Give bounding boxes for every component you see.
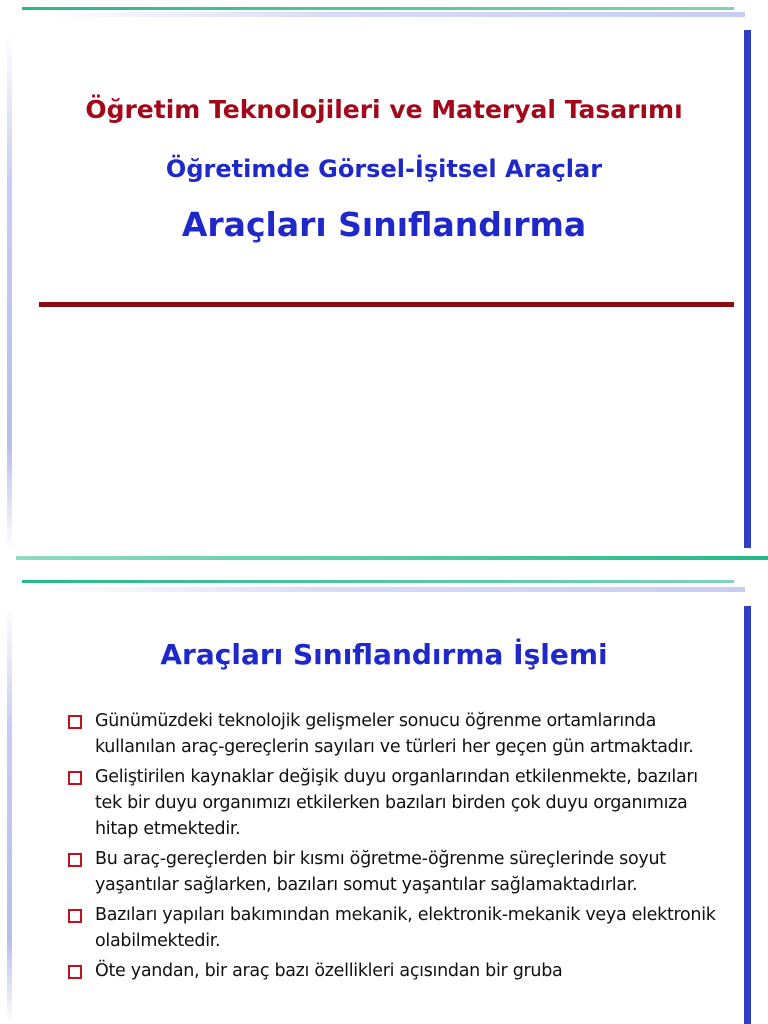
hollow-square-bullet-icon [68, 853, 82, 867]
bullet-item [68, 764, 718, 842]
hollow-square-bullet-icon [68, 771, 82, 785]
slide-subtitle: Öğretimde Görsel-İşitsel Araçlar [165, 155, 603, 183]
bullet-item [68, 846, 718, 898]
bottom-accent-line [16, 556, 768, 560]
bullet-text: Bazıları yapıları bakımından mekanik, elektronik-mekanik veya elektronik olabilmektedir. [95, 905, 716, 951]
bullet-item [68, 902, 718, 954]
bullet-text: Bu araç-gereçlerden bir kısmı öğretme-öğrenme süreçlerinde soyut yaşantılar sağlarken, bazıları somut yaşantılar sağlamaktadırlar. [95, 849, 666, 895]
title-divider-rule [39, 302, 734, 307]
top-accent-line [22, 7, 734, 10]
slide-title: Araçları Sınıflandırma İşlemi [160, 638, 608, 671]
bullet-list [68, 708, 718, 988]
content-slide [0, 576, 768, 1024]
hollow-square-bullet-icon [68, 715, 82, 729]
top-lavender-line [40, 12, 745, 17]
bullet-text: Günümüzdeki teknolojik gelişmeler sonucu öğrenme ortamlarında kullanılan araç-gereçlerin sayıları ve türleri her geçen gün artmaktadır. [95, 711, 694, 757]
slide-main-title: Araçları Sınıflandırma [181, 205, 587, 244]
hollow-square-bullet-icon [68, 965, 82, 979]
bullet-text: Öte yandan, bir araç bazı özellikleri açısından bir gruba [95, 961, 563, 981]
top-accent-line [22, 580, 734, 583]
hollow-square-bullet-icon [68, 909, 82, 923]
slide-separator [0, 566, 768, 576]
course-title: Öğretim Teknolojileri ve Materyal Tasarımı [85, 95, 683, 124]
bullet-item [68, 958, 718, 984]
top-lavender-line [40, 587, 745, 592]
bullet-text: Geliştirilen kaynaklar değişik duyu organlarından etkilenmekte, bazıları tek bir duyu organımızı etkilerken bazıları birden çok duyu organımıza hitap etmektedir. [95, 767, 698, 839]
bullet-item [68, 708, 718, 760]
